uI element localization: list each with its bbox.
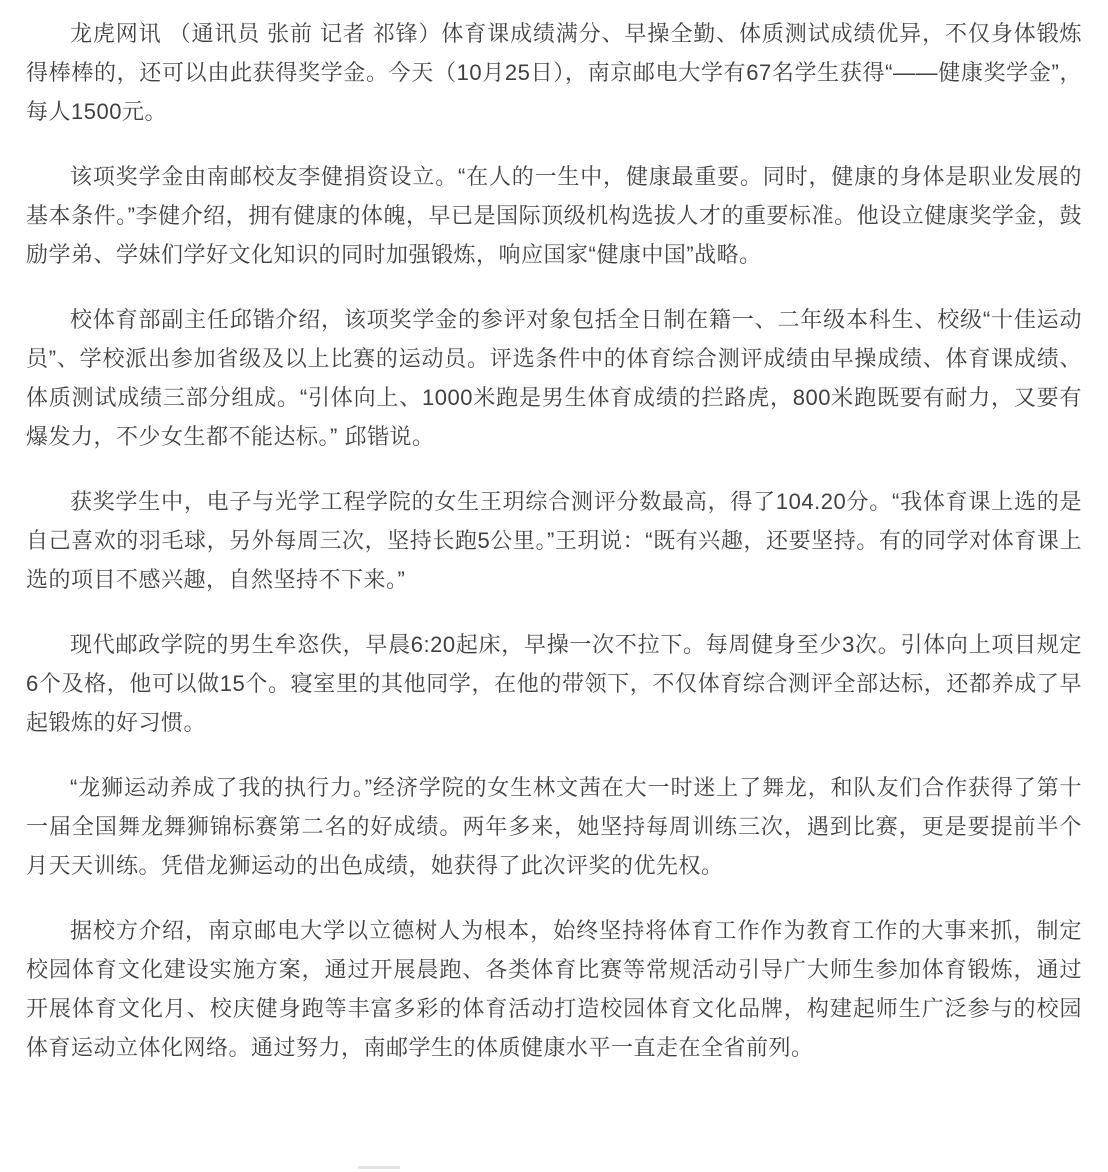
article-paragraph-2: 该项奖学金由南邮校友李健捐资设立。“在人的一生中，健康最重要。同时，健康的身体是职业发展的基本条件。”李健介绍，拥有健康的体魄，早已是国际顶级机构选拔人才的重要标准。他设立健康奖学金，鼓励学弟、学妹们学好文化知识的同时加强锻炼，响应国家“健康中国”战略。 bbox=[26, 164, 1082, 267]
article-paragraph-6: “龙狮运动养成了我的执行力。”经济学院的女生林文茜在大一时迷上了舞龙，和队友们合作获得了第十一届全国舞龙舞狮锦标赛第二名的好成绩。两年多来，她坚持每周训练三次，遇到比赛，更是要提前半个月天天训练。凭借龙狮运动的出色成绩，她获得了此次评奖的优先权。 bbox=[26, 775, 1082, 878]
article-paragraph-4: 获奖学生中，电子与光学工程学院的女生王玥综合测评分数最高，得了104.20分。“我体育课上选的是自己喜欢的羽毛球，另外每周三次，坚持长跑5公里。”王玥说：“既有兴趣，还要坚持。有的同学对体育课上选的项目不感兴趣，自然坚持不下来。” bbox=[26, 489, 1082, 592]
article-paragraph-1: 龙虎网讯 （通讯员 张前 记者 祁锋）体育课成绩满分、早操全勤、体质测试成绩优异，不仅身体锻炼得棒棒的，还可以由此获得奖学金。今天（10月25日），南京邮电大学有67名学生获得“——健康奖学金”，每人1500元。 bbox=[26, 21, 1082, 124]
article-paragraph-7: 据校方介绍，南京邮电大学以立德树人为根本，始终坚持将体育工作作为教育工作的大事来抓，制定校园体育文化建设实施方案，通过开展晨跑、各类体育比赛等常规活动引导广大师生参加体育锻炼，通过开展体育文化月、校庆健身跑等丰富多彩的体育活动打造校园体育文化品牌，构建起师生广泛参与的校园体育运动立体化网络。通过努力，南邮学生的体质健康水平一直走在全省前列。 bbox=[26, 918, 1082, 1060]
article-paragraph-3: 校体育部副主任邱锴介绍，该项奖学金的参评对象包括全日制在籍一、二年级本科生、校级“十佳运动员”、学校派出参加省级及以上比赛的运动员。评选条件中的体育综合测评成绩由早操成绩、体育课成绩、体质测试成绩三部分组成。“引体向上、1000米跑是男生体育成绩的拦路虎，800米跑既要有耐力，又要有爆发力，不少女生都不能达标。” 邱锴说。 bbox=[26, 307, 1082, 449]
faint-artifact-line bbox=[358, 1166, 400, 1169]
article-paragraph-5: 现代邮政学院的男生牟恣佚，早晨6:20起床，早操一次不拉下。每周健身至少3次。引体向上项目规定6个及格，他可以做15个。寝室里的其他同学，在他的带领下，不仅体育综合测评全部达标，还都养成了早起锻炼的好习惯。 bbox=[26, 632, 1082, 735]
